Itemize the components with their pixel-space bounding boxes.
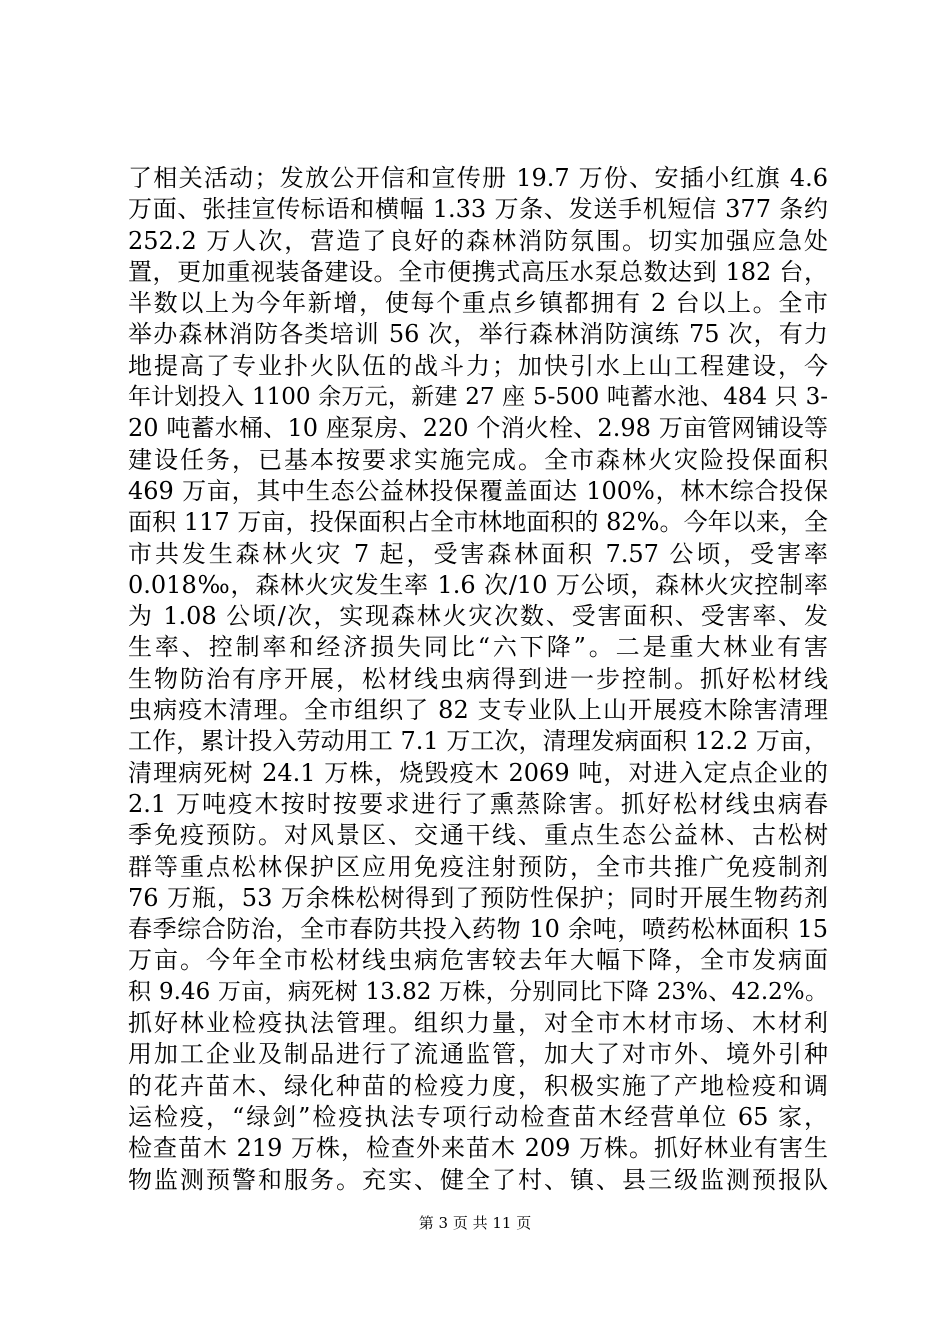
text-line: 469 万亩，其中生态公益林投保覆盖面达 100%，林木综合投保: [128, 476, 828, 505]
text-line: 年计划投入 1100 余万元，新建 27 座 5-500 吨蓄水池、484 只 3-: [128, 384, 828, 411]
text-line: 地提高了专业扑火队伍的战斗力；加快引水上山工程建设，今: [128, 351, 828, 380]
text-line: 置，更加重视装备建设。全市便携式高压水泵总数达到 182 台，: [128, 257, 828, 286]
text-line: 虫病疫木清理。全市组织了 82 支专业队上山开展疫木除害清理: [128, 696, 828, 725]
text-line: 2.1 万吨疫木按时按要求进行了熏蒸除害。抓好松材线虫病春: [128, 789, 828, 818]
page-number-footer: 第 3 页 共 11 页: [418, 1214, 532, 1232]
text-line: 季免疫预防。对风景区、交通干线、重点生态公益林、古松树: [128, 821, 828, 850]
text-line: 建设任务，已基本按要求实施完成。全市森林火灾险投保面积: [128, 445, 828, 474]
text-line: 万面、张挂宣传标语和横幅 1.33 万条、发送手机短信 377 条约: [128, 195, 828, 224]
text-line: 举办森林消防各类培训 56 次，举行森林消防演练 75 次，有力: [128, 320, 828, 349]
text-line: 的花卉苗木、绿化种苗的检疫力度，积极实施了产地检疫和调: [128, 1071, 828, 1100]
text-line: 生物防治有序开展，松材线虫病得到进一步控制。抓好松材线: [128, 664, 828, 693]
text-line: 20 吨蓄水桶、10 座泵房、220 个消火栓、2.98 万亩管网铺设等: [128, 414, 828, 443]
text-line: 了相关活动；发放公开信和宣传册 19.7 万份、安插小红旗 4.6: [128, 164, 828, 192]
text-line: 工作，累计投入劳动用工 7.1 万工次，清理发病面积 12.2 万亩，: [128, 727, 828, 756]
text-line: 春季综合防治，全市春防共投入药物 10 余吨，喷药松林面积 15: [128, 915, 828, 944]
text-line: 76 万瓶，53 万余株松树得到了预防性保护；同时开展生物药剂: [128, 883, 828, 912]
text-line: 半数以上为今年新增，使每个重点乡镇都拥有 2 台以上。全市: [128, 289, 828, 318]
text-line: 群等重点松林保护区应用免疫注射预防，全市共推广免疫制剂: [128, 852, 828, 881]
text-line: 运检疫，“绿剑”检疫执法专项行动检查苗木经营单位 65 家，: [128, 1102, 828, 1131]
text-line: 积 9.46 万亩，病死树 13.82 万株，分别同比下降 23%、42.2%。: [128, 978, 828, 1005]
text-line: 0.018‰，森林火灾发生率 1.6 次/10 万公顷，森林火灾控制率: [128, 570, 828, 599]
text-line: 万亩。今年全市松材线虫病危害较去年大幅下降，全市发病面: [128, 946, 828, 975]
text-line: 面积 117 万亩，投保面积占全市林地面积的 82%。今年以来，全: [128, 508, 828, 537]
text-line: 检查苗木 219 万株，检查外来苗木 209 万株。抓好林业有害生: [128, 1134, 828, 1163]
body-paragraph: [128, 163, 828, 1196]
text-line: 抓好林业检疫执法管理。组织力量，对全市木材市场、木材利: [128, 1009, 828, 1038]
text-line: 为 1.08 公顷/次，实现森林火灾次数、受害面积、受害率、发: [128, 602, 828, 631]
text-line: 生率、控制率和经济损失同比“六下降”。二是重大林业有害: [128, 633, 828, 662]
text-line: 物监测预警和服务。充实、健全了村、镇、县三级监测预报队: [128, 1165, 828, 1194]
text-line: 用加工企业及制品进行了流通监管，加大了对市外、境外引种: [128, 1040, 828, 1069]
text-line: 252.2 万人次，营造了良好的森林消防氛围。切实加强应急处: [128, 226, 828, 255]
text-line: 清理病死树 24.1 万株，烧毁疫木 2069 吨，对进入定点企业的: [128, 758, 828, 787]
text-line: 市共发生森林火灾 7 起，受害森林面积 7.57 公顷，受害率: [128, 539, 828, 568]
